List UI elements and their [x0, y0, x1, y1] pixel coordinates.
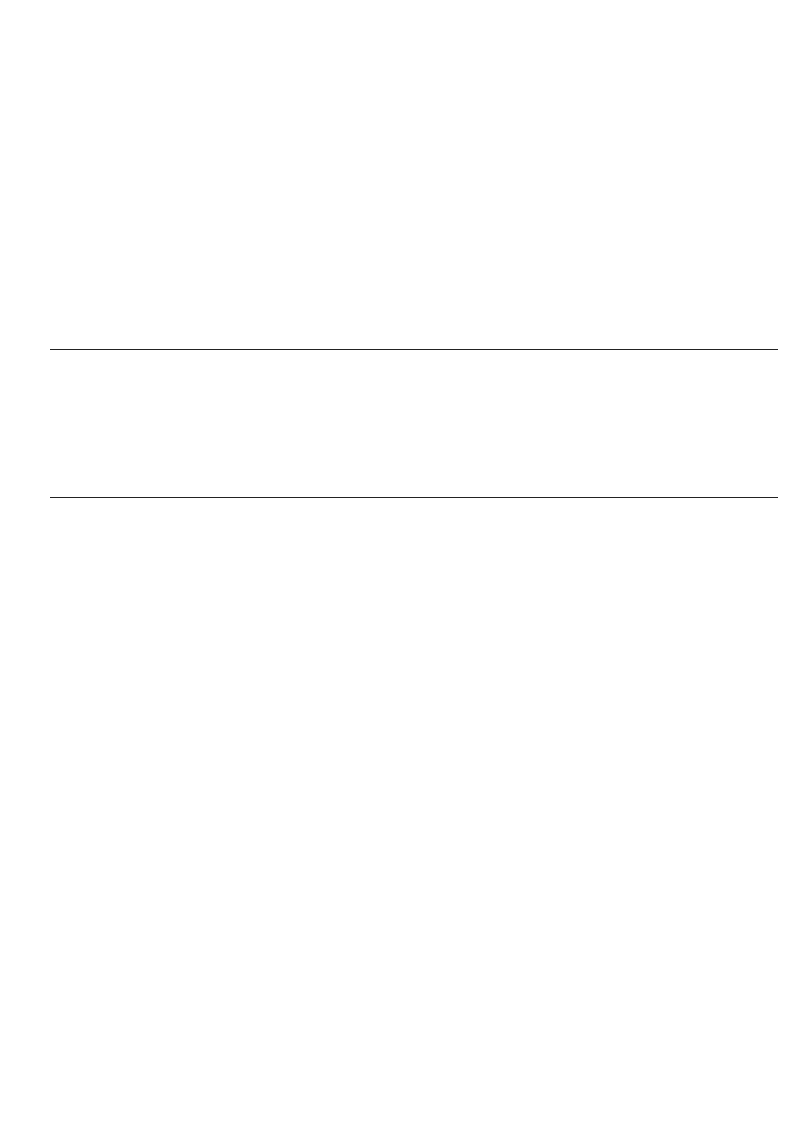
- answer-line-q4: [50, 349, 778, 350]
- answer-line-q5: [50, 497, 778, 498]
